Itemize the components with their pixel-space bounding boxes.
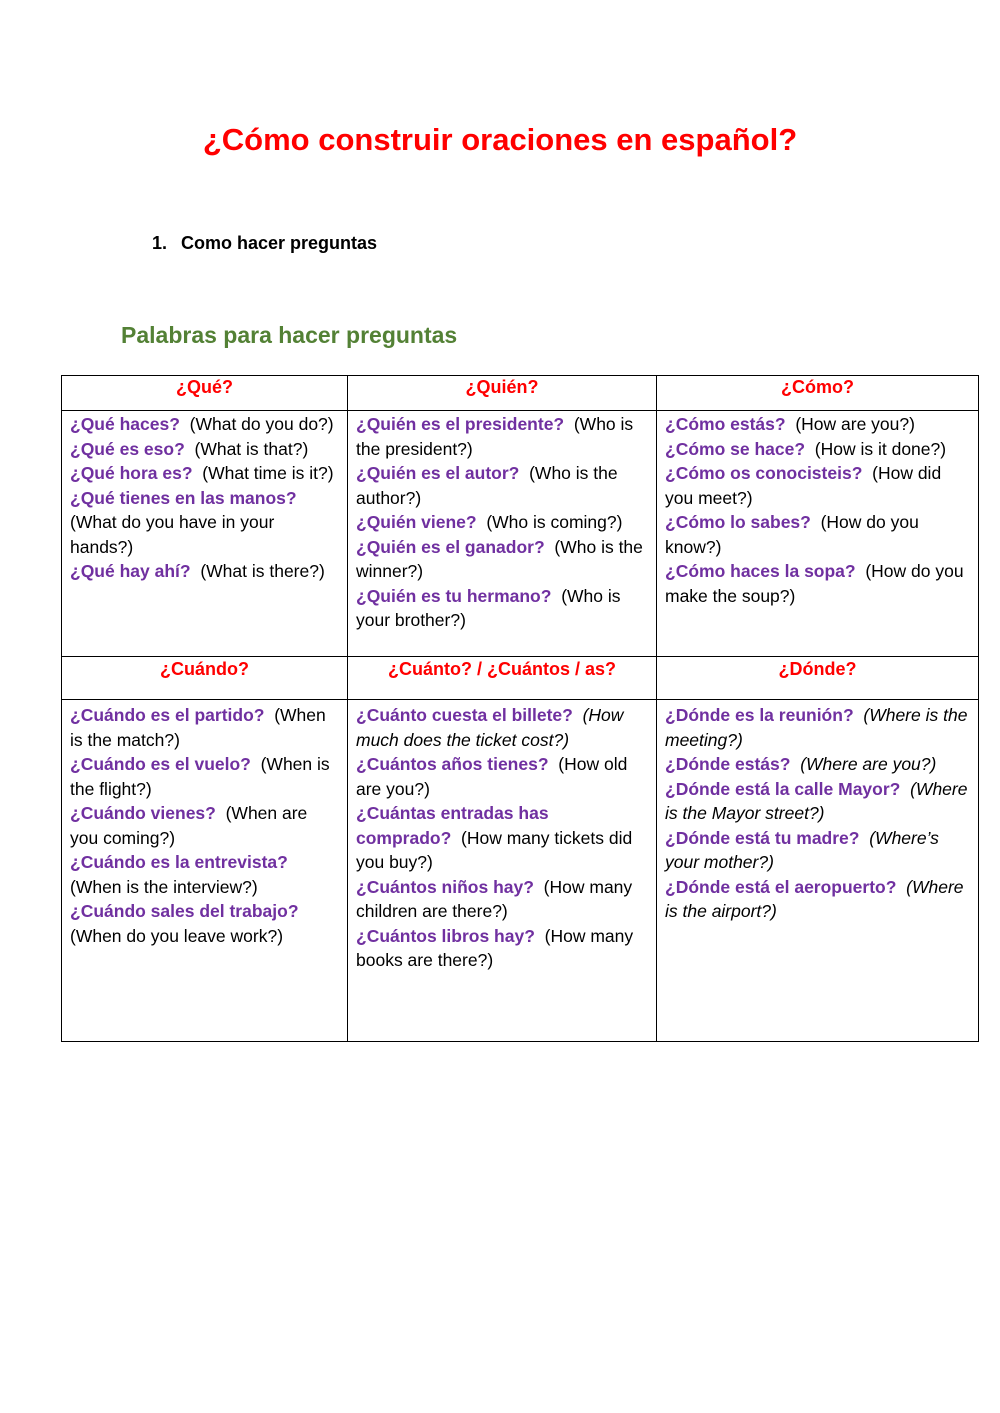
header-como: ¿Cómo? [657,376,979,411]
translation-text: (How do you make the soup?) [665,561,964,606]
question-text: ¿Quién es el ganador? [356,536,545,557]
translation-text: (How do you know?) [665,512,919,557]
question-entry [665,777,970,826]
cell-quien [348,411,657,657]
question-entry [356,535,648,584]
cell-donde [657,700,979,1042]
subheading: Palabras para hacer preguntas [121,322,458,348]
question-text: ¿Dónde es la reunión? [665,705,854,725]
question-text: ¿Cómo haces la sopa? [665,561,856,581]
question-text: ¿Cuántas entradas has comprado? [356,803,549,848]
question-entry [665,875,970,924]
translation-text: (Who is coming?) [486,512,623,532]
translation-text: (When is the match?) [70,705,326,750]
translation-text: (How old are you?) [356,754,628,799]
question-words-table [61,375,979,1042]
translation-text: (How many tickets did you buy?) [356,827,633,872]
header-row-2 [62,657,979,700]
cell-cuanto [348,700,657,1042]
translation-text: (Who is your brother?) [356,585,621,630]
translation-text: (Where is the meeting?) [665,705,968,750]
translation-text: (Where is the Mayor street?) [665,778,968,823]
header-que: ¿Qué? [62,376,348,411]
translation-text: (How did you meet?) [665,463,942,508]
question-entry [70,559,339,584]
question-entry [665,559,970,608]
translation-text: (Where is the airport?) [665,876,964,921]
translation-text: (Who is the author?) [356,463,618,508]
question-entry [665,437,970,462]
question-entry [665,461,970,510]
question-text: ¿Qué haces? [70,414,180,434]
translation-text: (How are you?) [795,414,915,434]
translation-text: (What time is it?) [202,463,334,483]
translation-text: (How many books are there?) [356,925,634,970]
translation-text: (Who is the president?) [356,414,634,459]
question-text: ¿Quién es el presidente? [356,414,565,434]
question-entry [356,924,648,973]
question-text: ¿Qué tienes en las manos? [70,487,297,508]
translation-text: (What do you have in your hands?) [70,512,275,557]
question-text: ¿Qué hay ahí? [70,561,191,581]
translation-text: (How much does the ticket cost?) [356,705,624,750]
question-entry [70,486,339,560]
question-entry [356,875,648,924]
question-entry [356,801,648,875]
question-text: ¿Cuántos libros hay? [356,925,535,946]
question-entry [356,752,648,801]
question-text: ¿Qué es eso? [70,438,185,459]
translation-text: (When is the interview?) [70,876,258,897]
header-quien: ¿Quién? [348,376,657,411]
question-entry [665,703,970,752]
question-text: ¿Quién viene? [356,512,477,532]
question-text: ¿Cuándo vienes? [70,803,216,823]
question-entry [665,752,970,777]
question-text: ¿Quién es el autor? [356,463,520,483]
section-label: Como hacer preguntas [181,233,378,253]
section-heading [152,233,377,254]
question-entry [665,412,970,437]
question-entry [70,801,339,850]
cell-cuando [62,700,348,1042]
section-number: 1. [152,233,168,253]
translation-text: (When do you leave work?) [70,925,284,946]
question-text: ¿Dónde estás? [665,754,791,774]
question-text: ¿Cuántos niños hay? [356,876,534,897]
question-entry [70,461,339,486]
question-text: ¿Cuándo es la entrevista? [70,852,288,872]
translation-text: (What is there?) [200,561,325,581]
question-entry [356,703,648,752]
translation-text: (What do you do?) [189,414,334,434]
question-text: ¿Cuándo es el partido? [70,705,265,725]
question-text: ¿Cuánto cuesta el billete? [356,705,573,725]
question-text: ¿Cómo lo sabes? [665,512,811,532]
question-entry [356,412,648,461]
body-row-2 [62,700,979,1042]
translation-text: (Who is the winner?) [356,536,643,581]
question-text: ¿Qué hora es? [70,463,193,483]
question-entry [665,826,970,875]
question-text: ¿Cuántos años tienes? [356,754,549,774]
question-entry [70,412,339,437]
question-text: ¿Dónde está el aeropuerto? [665,876,897,897]
header-cuando: ¿Cuándo? [62,657,348,700]
question-entry [70,850,339,899]
question-entry [70,437,339,462]
question-entry [665,510,970,559]
question-entry [356,461,648,510]
question-text: ¿Cómo estás? [665,414,786,434]
translation-text: (Where are you?) [800,754,937,774]
question-text: ¿Dónde está la calle Mayor? [665,778,901,799]
page-title: ¿Cómo construir oraciones en español? [202,122,798,157]
translation-text: (Where’s your mother?) [665,827,939,872]
question-text: ¿Cuándo sales del trabajo? [70,901,299,921]
question-entry [356,584,648,633]
question-text: ¿Quién es tu hermano? [356,585,552,606]
translation-text: (How many children are there?) [356,876,633,921]
question-entry [70,899,339,948]
question-entry [70,752,339,801]
question-entry [356,510,648,535]
translation-text: (When are you coming?) [70,803,308,848]
header-row-1 [62,376,979,411]
question-text: ¿Dónde está tu madre? [665,827,860,848]
body-row-1 [62,411,979,657]
cell-como [657,411,979,657]
cell-que [62,411,348,657]
header-donde: ¿Dónde? [657,657,979,700]
question-text: ¿Cómo os conocisteis? [665,463,863,483]
translation-text: (When is the flight?) [70,754,330,799]
question-text: ¿Cuándo es el vuelo? [70,754,251,774]
translation-text: (What is that?) [194,438,309,459]
question-text: ¿Cómo se hace? [665,438,806,459]
question-entry [70,703,339,752]
translation-text: (How is it done?) [814,438,947,459]
header-cuanto: ¿Cuánto? / ¿Cuántos / as? [348,657,657,700]
